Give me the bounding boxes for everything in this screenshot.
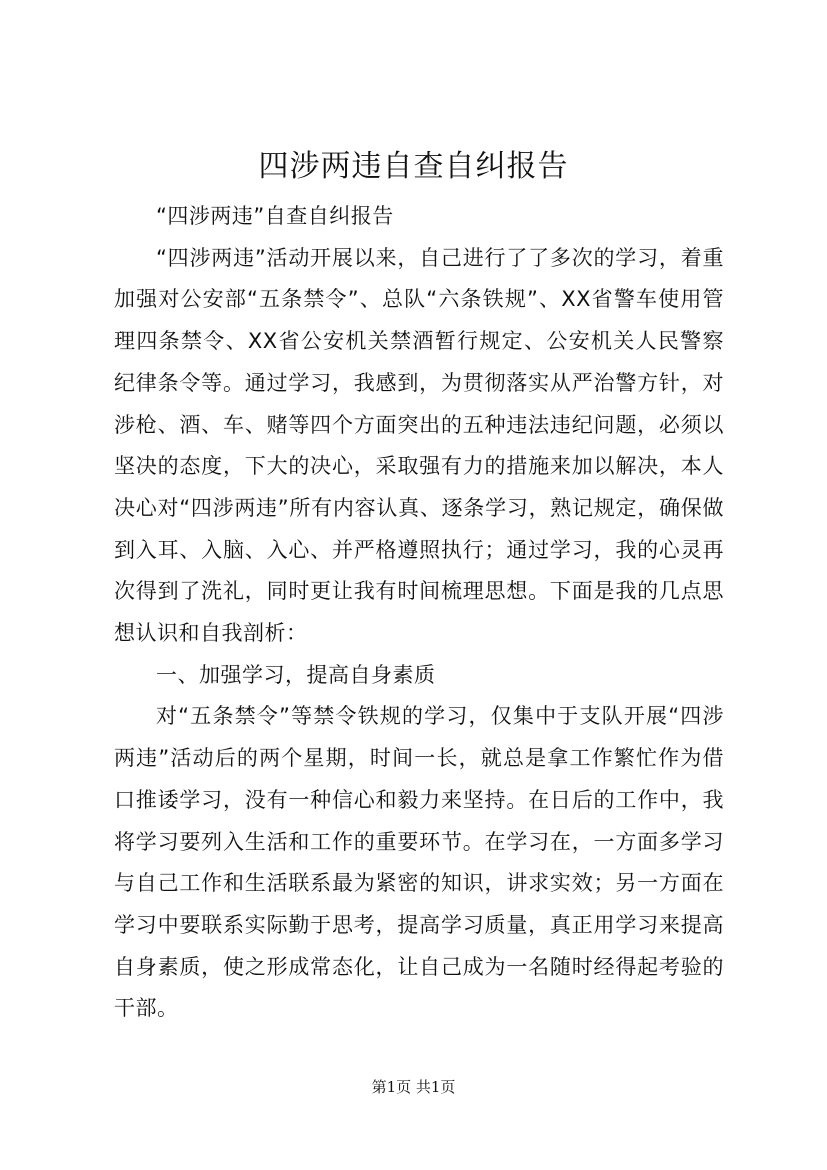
document-title: 四涉两违自查自纠报告 xyxy=(258,149,569,184)
paragraph-intro: “四涉两违”活动开展以来，自己进行了了多次的学习，着重加强对公安部“五条禁令”、总队“六条铁规”、XX省警车使用管理四条禁令、XX省公安机关禁酒暂行规定、公安机关人民警察纪律条令等。通过学习，我感到，为贯彻落实从严治警方针，对涉枪、酒、车、赌等四个方面突出的五种违法违纪问题，必须以坚决的态度，下大的决心，采取强有力的措施来加以解决，本人决心对“四涉两违”所有内容认真、逐条学习，熟记规定，确保做到入耳、入脑、入心、并严格遵照执行；通过学习，我的心灵再次得到了洗礼，同时更让我有时间梳理思想。下面是我的几点思想认识和自我剖析： xyxy=(114,245,724,646)
paragraph-subtitle: “四涉两违”自查自纠报告 xyxy=(156,204,394,228)
page-footer: 第1页 共1页 xyxy=(371,1078,456,1096)
section-heading-1: 一、加强学习，提高自身素质 xyxy=(156,662,436,687)
paragraph-section-1: 对“五条禁令”等禁令铁规的学习，仅集中于支队开展“四涉两违”活动后的两个星期，时间一长，就总是拿工作繁忙作为借口推诿学习，没有一种信心和毅力来坚持。在日后的工作中，我将学习要列入生活和工作的重要环节。在学习在，一方面多学习与自己工作和生活联系最为紧密的知识，讲求实效；另一方面在学习中要联系实际勤于思考，提高学习质量，真正用学习来提高自身素质，使之形成常态化，让自己成为一名随时经得起考验的干部。 xyxy=(114,704,724,1021)
document-body xyxy=(114,196,724,1030)
